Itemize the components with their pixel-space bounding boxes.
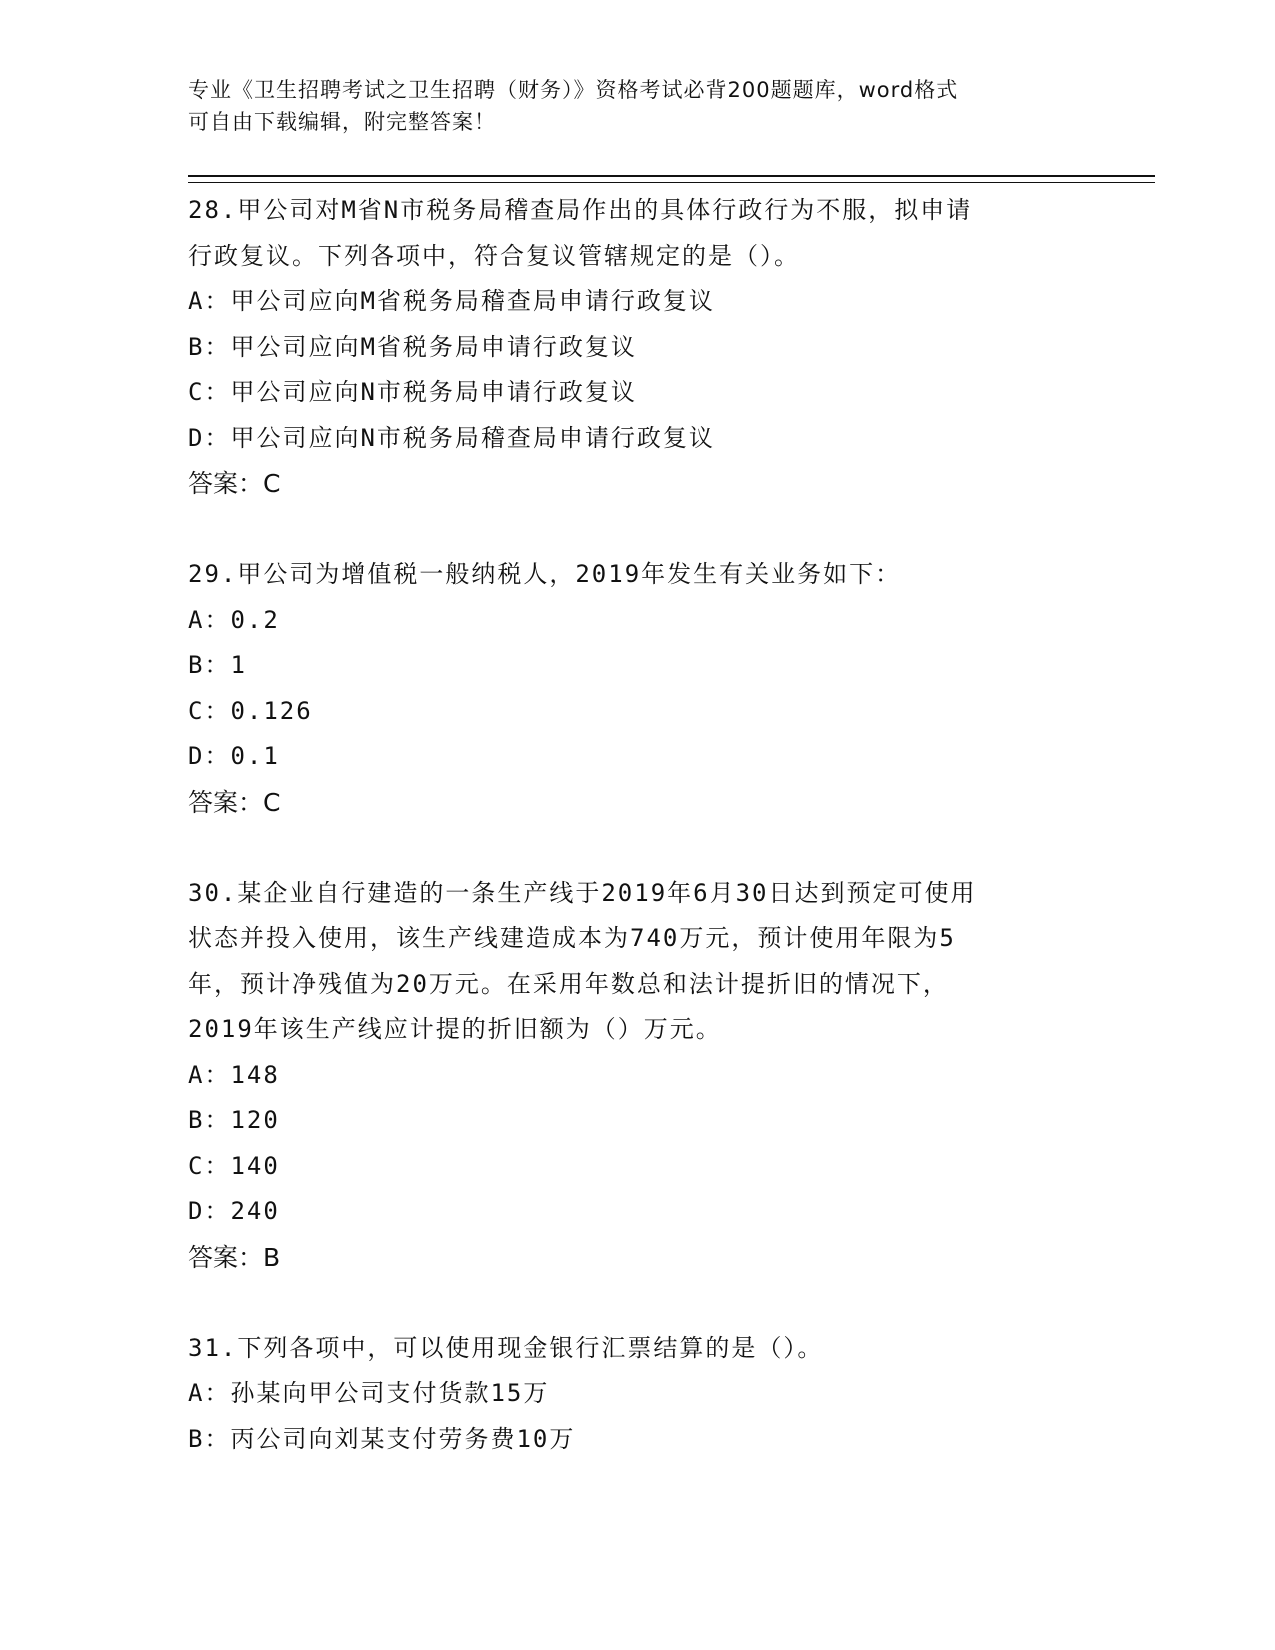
question-stem-line: 30.某企业自行建造的一条生产线于2019年6月30日达到预定可使用 <box>188 878 977 907</box>
header-line-2: 可自由下载编辑，附完整答案！ <box>188 110 496 134</box>
correct-answer: 答案：C <box>188 469 281 498</box>
header-rule-thick <box>188 175 1155 177</box>
question-spacer <box>188 825 1088 871</box>
question-block <box>188 1326 1088 1463</box>
answer-option: A：0.2 <box>188 605 280 634</box>
answer-option: D：240 <box>188 1197 280 1225</box>
correct-answer: 答案：C <box>188 787 281 817</box>
question-stem-line: 行政复议。下列各项中，符合复议管辖规定的是（）。 <box>188 241 800 270</box>
answer-option: B：甲公司应向M省税务局申请行政复议 <box>188 332 637 361</box>
answer-option: A：148 <box>188 1060 280 1089</box>
answer-option: C：140 <box>188 1151 280 1180</box>
question-stem-line: 28.甲公司对M省N市税务局稽查局作出的具体行政行为不服，拟申请 <box>188 196 973 224</box>
answer-option: D：0.1 <box>188 742 280 770</box>
question-stem-line: 状态并投入使用，该生产线建造成本为740万元，预计使用年限为5 <box>188 924 956 952</box>
answer-option: C：0.126 <box>188 696 313 725</box>
question-stem-line: 31.下列各项中，可以使用现金银行汇票结算的是（）。 <box>188 1333 824 1362</box>
question-block <box>188 552 1088 825</box>
question-stem-line: 2019年该生产线应计提的折旧额为（）万元。 <box>188 1015 722 1043</box>
question-spacer <box>188 507 1088 553</box>
question-block <box>188 871 1088 1281</box>
answer-option: A：孙某向甲公司支付货款15万 <box>188 1379 550 1407</box>
answer-option: B：1 <box>188 651 247 679</box>
answer-option: B：120 <box>188 1106 280 1134</box>
header-line-1: 专业《卫生招聘考试之卫生招聘（财务）》资格考试必背200题题库，word格式 <box>188 78 959 102</box>
document-header <box>188 74 1088 138</box>
question-stem-line: 29.甲公司为增值税一般纳税人，2019年发生有关业务如下： <box>188 560 902 588</box>
answer-option: C：甲公司应向N市税务局申请行政复议 <box>188 378 637 406</box>
correct-answer: 答案：B <box>188 1242 281 1272</box>
header-rule-thin <box>188 182 1155 183</box>
question-list <box>188 188 1088 1462</box>
question-block <box>188 188 1088 507</box>
question-stem-line: 年，预计净残值为20万元。在采用年数总和法计提折旧的情况下， <box>188 969 949 998</box>
answer-option: D：甲公司应向N市税务局稽查局申请行政复议 <box>188 423 715 452</box>
answer-option: B：丙公司向刘某支付劳务费10万 <box>188 1424 576 1453</box>
question-spacer <box>188 1280 1088 1326</box>
answer-option: A：甲公司应向M省税务局稽查局申请行政复议 <box>188 287 715 315</box>
